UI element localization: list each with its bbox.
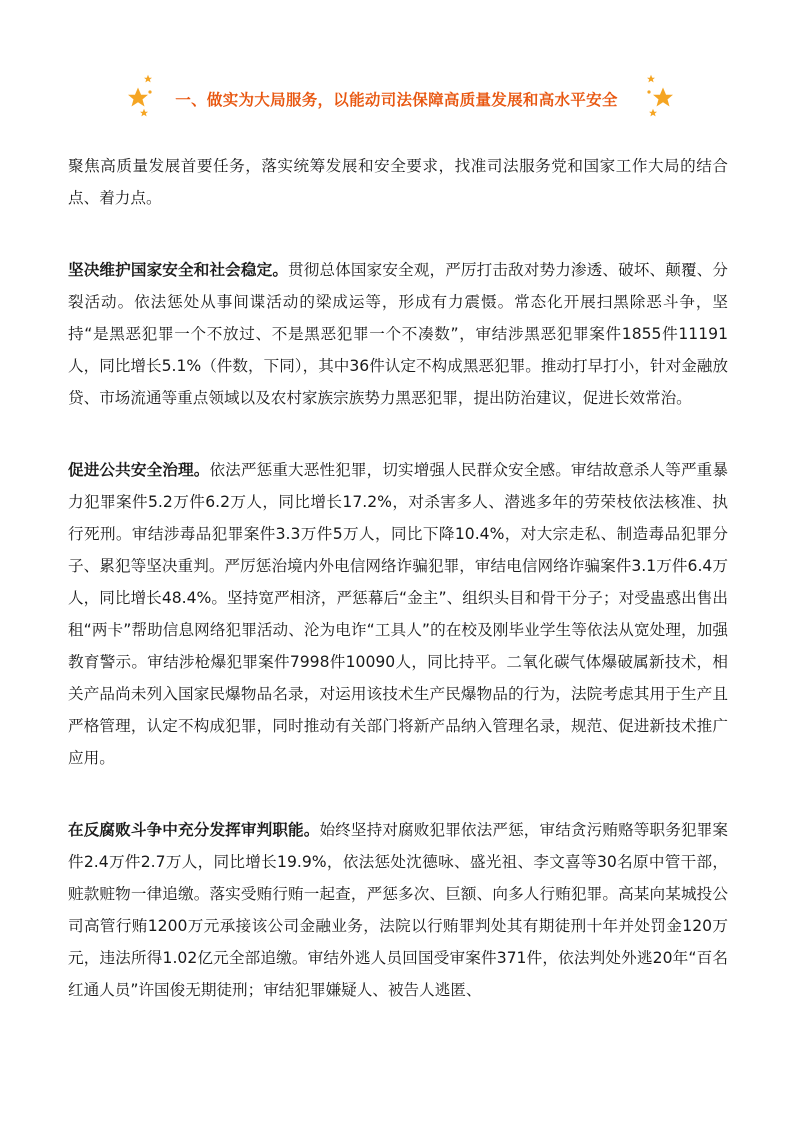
- section-title: 一、做实为大局服务，以能动司法保障高质量发展和高水平安全: [175, 91, 618, 109]
- section-heading: [0, 74, 793, 118]
- paragraph-public-safety: [68, 454, 728, 774]
- paragraph-anti-corruption: [68, 814, 728, 1006]
- paragraph-lead: 在反腐败斗争中充分发挥审判职能。: [68, 821, 320, 839]
- paragraph-national-security: [68, 254, 728, 414]
- paragraph-text: 始终坚持对腐败犯罪依法严惩，审结贪污贿赂等职务犯罪案件2.4万件2.7万人，同比增长19.9%，依法惩处沈德咏、盛光祖、李文喜等30名原中管干部，赃款赃物一律追缴。落实受贿行贿一起查，严惩多次、巨额、向多人行贿犯罪。高某向某城投公司高管行贿1200万元承接该公司金融业务，法院以行贿罪判处其有期徒刑十年并处罚金120万元，违法所得1.02亿元全部追缴。审结外逃人员回国受审案件371件，依法判处外逃20年“百名红通人员”许国俊无期徒刑；审结犯罪嫌疑人、被告人逃匿、: [68, 821, 728, 999]
- star-cluster-right-icon: [633, 74, 679, 118]
- paragraph-intro: [68, 150, 728, 214]
- paragraph-text: 聚焦高质量发展首要任务，落实统筹发展和安全要求，找准司法服务党和国家工作大局的结合点、着力点。: [68, 157, 728, 207]
- paragraph-lead: 坚决维护国家安全和社会稳定。: [68, 261, 289, 279]
- paragraph-text: 依法严惩重大恶性犯罪，切实增强人民群众安全感。审结故意杀人等严重暴力犯罪案件5.2万件6.2万人，同比增长17.2%，对杀害多人、潜逃多年的劳荣枝依法核准、执行死刑。审结涉毒品犯罪案件3.3万件5万人，同比下降10.4%，对大宗走私、制造毒品犯罪分子、累犯等坚决重判。严厉惩治境内外电信网络诈骗犯罪，审结电信网络诈骗案件3.1万件6.4万人，同比增长48.4%。坚持宽严相济，严惩幕后“金主”、组织头目和骨干分子；对受蛊惑出售出租“两卡”帮助信息网络犯罪活动、沦为电诈“工具人”的在校及刚毕业学生等依法从宽处理，加强教育警示。审结涉枪爆犯罪案件7998件10090人，同比持平。二氧化碳气体爆破属新技术，相关产品尚未列入国家民爆物品名录，对运用该技术生产民爆物品的行为，法院考虑其用于生产且严格管理，认定不构成犯罪，同时推动有关部门将新产品纳入管理名录，规范、促进新技术推广应用。: [68, 461, 728, 767]
- paragraph-text: 贯彻总体国家安全观，严厉打击敌对势力渗透、破坏、颠覆、分裂活动。依法惩处从事间谍活动的梁成运等，形成有力震慑。常态化开展扫黑除恶斗争，坚持“是黑恶犯罪一个不放过、不是黑恶犯罪一个不凑数”，审结涉黑恶犯罪案件1855件11191人，同比增长5.1%（件数，下同），其中36件认定不构成黑恶犯罪。推动打早打小，针对金融放贷、市场流通等重点领域以及农村家族宗族势力黑恶犯罪，提出防治建议，促进长效常治。: [68, 261, 728, 407]
- document-body: [68, 150, 728, 1046]
- paragraph-lead: 促进公共安全治理。: [68, 461, 210, 479]
